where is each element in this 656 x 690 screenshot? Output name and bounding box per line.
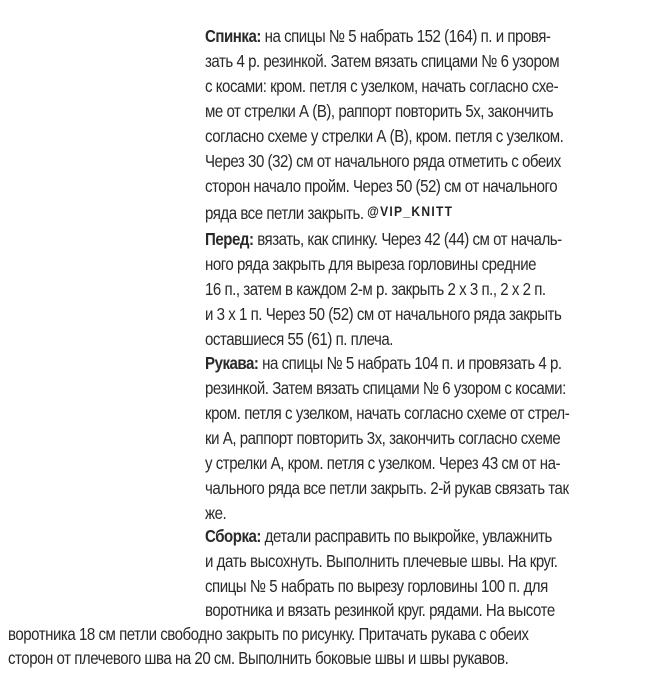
sleeves-text-1: на спицы № 5 набрать 104 п. и провязать 4 р. <box>258 353 562 373</box>
back-line-6: Через 30 (32) см от начального ряда отметить с обеих <box>205 151 561 171</box>
back-line-1 <box>205 24 550 48</box>
assembly-heading: Сборка: <box>205 526 261 546</box>
sleeves-line-6: чального ряда все петли закрыть. 2-й рукав связать так <box>205 478 569 498</box>
back-text-8: ряда все петли закрыть. <box>205 203 364 223</box>
sleeves-line-4: ки А, раппорт повторить 3х, закончить согласно схеме <box>205 428 561 448</box>
back-line-4: ме от стрелки А (В), раппорт повторить 5х, закончить <box>205 101 554 121</box>
front-line-4: и 3 х 1 п. Через 50 (52) см от начального ряда закрыть <box>205 304 562 324</box>
sleeves-line-3: кром. петля с узелком, начать согласно схеме от стрел- <box>205 403 570 423</box>
watermark: @VIP_KNITT <box>367 203 454 219</box>
front-line-3: 16 п., затем в каждом 2-м р. закрыть 2 х 3 п., 2 х 2 п. <box>205 279 546 299</box>
front-line-5: оставшиеся 55 (61) п. плеча. <box>205 329 394 349</box>
front-line-2: ного ряда закрыть для выреза горловины средние <box>205 254 537 274</box>
sleeves-heading: Рукава: <box>205 353 259 373</box>
back-line-8 <box>205 199 453 225</box>
front-line-1 <box>205 227 562 251</box>
back-line-5: согласно схеме у стрелки А (В), кром. петля с узелком. <box>205 126 564 146</box>
assembly-line-1 <box>205 524 552 548</box>
assembly-line-2: и дать высохнуть. Выполнить плечевые швы. На круг. <box>205 551 558 571</box>
sleeves-line-5: у стрелки А, кром. петля с узелком. Через 43 см от на- <box>205 453 561 473</box>
assembly-text-1: детали расправить по выкройке, увлажнить <box>260 526 552 546</box>
sleeves-line-1 <box>205 351 562 375</box>
back-heading: Спинка: <box>205 26 261 46</box>
assembly-line-3: спицы № 5 набрать по вырезу горловины 100 п. для <box>205 576 548 596</box>
assembly-line-6: сторон от плечевого шва на 20 см. Выполнить боковые швы и швы рукавов. <box>8 648 509 668</box>
back-text-1: на спицы № 5 набрать 152 (164) п. и провя- <box>260 26 551 46</box>
sleeves-line-2: резинкой. Затем вязать спицами № 6 узором с косами: <box>205 378 566 398</box>
back-line-7: сторон начало пройм. Через 50 (52) см от начального <box>205 176 558 196</box>
back-line-2: зать 4 р. резинкой. Затем вязать спицами № 6 узором <box>205 51 560 71</box>
assembly-line-4: воротника и вязать резинкой круг. рядами. На высоте <box>205 600 555 620</box>
sleeves-line-7: же. <box>205 503 227 523</box>
front-text-1: вязать, как спинку. Через 42 (44) см от началь- <box>253 229 562 249</box>
front-heading: Перед: <box>205 229 254 249</box>
back-line-3: с косами: кром. петля с узелком, начать согласно схе- <box>205 76 559 96</box>
assembly-line-5: воротника 18 см петли свободно закрыть по рисунку. Притачать рукава с обеих <box>8 624 529 644</box>
